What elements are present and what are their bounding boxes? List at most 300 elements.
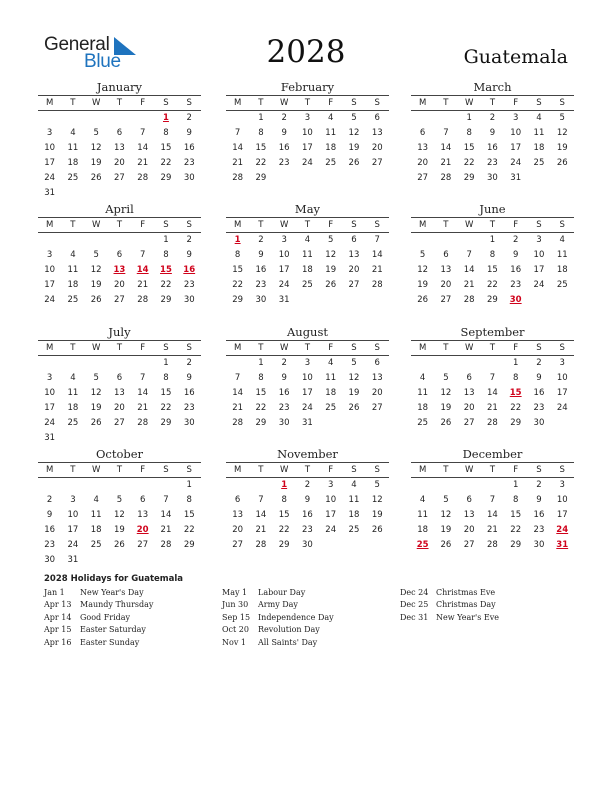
day-cell: 22 (255, 158, 267, 168)
day-cell: 2 (258, 235, 264, 245)
day-cell: 12 (440, 510, 452, 520)
month-title: February (280, 80, 335, 94)
holiday-date: Dec 25 (400, 600, 429, 610)
holiday-name: Easter Saturday (80, 625, 146, 635)
day-cell: 2 (512, 235, 519, 245)
day-cell: 18 (533, 143, 545, 153)
day-cell: 21 (463, 280, 475, 290)
day-cell: 11 (67, 143, 79, 153)
calendar-year: 2028 (266, 34, 346, 70)
holiday-entry (44, 612, 224, 624)
week-row (38, 248, 201, 263)
day-cell: 28 (137, 418, 149, 428)
day-cell: 28 (463, 295, 475, 305)
holiday-day-cell: 15 (160, 265, 172, 275)
day-cell: 28 (137, 295, 149, 305)
day-cell: 26 (371, 525, 383, 535)
day-cell: 19 (440, 403, 452, 413)
empty-day-cell (319, 293, 342, 308)
day-cell: 20 (371, 388, 383, 398)
week-row (38, 431, 201, 446)
week-row (38, 553, 201, 568)
weekday-label: T (258, 465, 264, 475)
day-cell: 15 (255, 388, 267, 398)
day-cell: 21 (137, 280, 149, 290)
weekday-label: S (351, 98, 357, 108)
empty-day-cell (411, 233, 434, 248)
day-cell: 15 (183, 510, 195, 520)
day-cell: 21 (487, 403, 498, 413)
weekday-label: T (489, 465, 496, 475)
empty-day-cell (226, 356, 249, 371)
day-cell: 29 (278, 540, 290, 550)
day-cell: 19 (371, 510, 383, 520)
day-cell: 22 (510, 403, 522, 413)
empty-day-cell (85, 233, 108, 248)
day-cell: 2 (304, 480, 311, 490)
empty-day-cell (178, 186, 201, 201)
month-title: November (277, 447, 338, 461)
day-cell: 23 (278, 403, 290, 413)
day-cell: 27 (371, 403, 383, 413)
day-cell: 10 (44, 143, 56, 153)
day-cell: 28 (232, 173, 244, 183)
holiday-day-cell: 1 (281, 480, 288, 490)
day-cell: 30 (533, 418, 545, 428)
day-cell: 5 (93, 250, 99, 260)
day-cell: 26 (348, 158, 360, 168)
empty-day-cell (366, 293, 389, 308)
day-cell: 30 (44, 555, 56, 565)
day-cell: 9 (489, 128, 496, 138)
week-row (411, 293, 574, 308)
day-cell: 5 (443, 495, 449, 505)
weekday-header (226, 340, 389, 356)
day-cell: 16 (278, 388, 290, 398)
week-row (411, 278, 574, 293)
day-cell: 10 (510, 128, 522, 138)
week-row (38, 538, 201, 553)
day-cell: 23 (183, 280, 195, 290)
day-cell: 8 (234, 250, 241, 260)
day-cell: 20 (348, 265, 360, 275)
day-cell: 4 (419, 373, 426, 383)
weekday-label: W (279, 220, 289, 230)
week-row (38, 386, 201, 401)
day-cell: 7 (443, 128, 449, 138)
day-cell: 11 (417, 510, 429, 520)
day-cell: 27 (348, 280, 360, 290)
day-cell: 28 (487, 540, 498, 550)
day-cell: 17 (556, 388, 568, 398)
weekday-label: S (186, 98, 192, 108)
holiday-date: Oct 20 (222, 625, 249, 635)
day-cell: 30 (183, 418, 195, 428)
day-cell: 25 (533, 158, 545, 168)
day-cell: 26 (348, 403, 360, 413)
weekday-label: T (304, 343, 311, 353)
day-cell: 11 (556, 250, 568, 260)
day-cell: 24 (533, 280, 545, 290)
day-cell: 21 (487, 525, 498, 535)
day-cell: 5 (351, 358, 357, 368)
day-cell: 6 (374, 358, 380, 368)
day-cell: 14 (371, 250, 383, 260)
day-cell: 13 (371, 128, 383, 138)
day-cell: 11 (348, 495, 360, 505)
month-title: October (95, 447, 144, 461)
week-row (38, 293, 201, 308)
week-row (38, 416, 201, 431)
holiday-column (400, 587, 580, 624)
weekday-label: S (163, 220, 169, 230)
day-cell: 29 (255, 418, 267, 428)
empty-day-cell (131, 478, 154, 493)
day-cell: 19 (417, 280, 429, 290)
day-cell: 8 (186, 495, 192, 505)
day-cell: 10 (44, 388, 56, 398)
day-cell: 31 (44, 433, 56, 443)
weekday-label: T (443, 343, 449, 353)
day-cell: 5 (93, 128, 99, 138)
day-cell: 4 (536, 113, 542, 123)
day-cell: 17 (556, 510, 568, 520)
weekday-label: W (91, 343, 101, 353)
empty-day-cell (154, 553, 177, 568)
week-row (411, 508, 574, 523)
empty-day-cell (551, 293, 574, 308)
day-cell: 27 (463, 418, 475, 428)
day-cell: 10 (302, 373, 313, 383)
week-row (38, 141, 201, 156)
day-cell: 30 (533, 540, 545, 550)
weekday-label: S (186, 465, 192, 475)
day-cell: 10 (67, 510, 79, 520)
day-cell: 20 (114, 403, 125, 413)
week-row (226, 263, 389, 278)
day-cell: 3 (70, 495, 76, 505)
holiday-entry (400, 587, 580, 599)
day-cell: 17 (533, 265, 545, 275)
day-cell: 21 (440, 158, 452, 168)
empty-day-cell (342, 538, 365, 553)
weekday-label: T (116, 343, 123, 353)
day-cell: 1 (163, 235, 169, 245)
day-cell: 26 (440, 540, 452, 550)
day-cell: 27 (417, 173, 429, 183)
day-cell: 21 (371, 265, 383, 275)
day-cell: 10 (44, 265, 56, 275)
empty-day-cell (366, 416, 389, 431)
week-row (226, 233, 389, 248)
holiday-name: Labour Day (258, 588, 306, 597)
holiday-date: Nov 1 (222, 637, 246, 647)
empty-day-cell (434, 356, 457, 371)
holiday-name: Christmas Eve (436, 588, 496, 597)
week-row (38, 126, 201, 141)
month-august (226, 325, 389, 431)
day-cell: 14 (232, 143, 244, 153)
weekday-label: S (374, 343, 380, 353)
empty-day-cell (178, 553, 201, 568)
holiday-date: Dec 31 (400, 612, 429, 622)
weekday-label: W (91, 465, 101, 475)
week-row (411, 111, 574, 126)
month-title: September (460, 325, 525, 339)
weekday-label: T (304, 465, 311, 475)
holiday-entry (222, 637, 402, 649)
day-cell: 22 (487, 280, 498, 290)
holiday-day-cell: 1 (234, 235, 241, 245)
empty-day-cell (108, 233, 131, 248)
day-cell: 5 (559, 113, 565, 123)
day-cell: 7 (258, 495, 264, 505)
holiday-entry (222, 587, 402, 599)
day-cell: 4 (70, 250, 76, 260)
day-cell: 20 (371, 143, 383, 153)
day-cell: 31 (278, 295, 290, 305)
weekday-header (411, 217, 574, 233)
empty-day-cell (61, 233, 84, 248)
day-cell: 4 (327, 358, 334, 368)
weekday-label: W (464, 465, 474, 475)
weekday-label: T (70, 220, 76, 230)
day-cell: 2 (281, 113, 287, 123)
weekday-label: S (351, 343, 357, 353)
weekday-header (226, 217, 389, 233)
day-cell: 3 (512, 113, 519, 123)
empty-day-cell (85, 431, 108, 446)
day-cell: 14 (137, 388, 149, 398)
weekday-label: F (328, 98, 334, 108)
holiday-name: New Year's Eve (436, 612, 499, 622)
holiday-day-cell: 15 (509, 388, 522, 398)
day-cell: 2 (281, 358, 287, 368)
day-cell: 9 (281, 373, 287, 383)
weekday-label: T (116, 98, 123, 108)
day-cell: 27 (114, 418, 125, 428)
week-row (411, 416, 574, 431)
empty-day-cell (434, 111, 457, 126)
day-cell: 19 (325, 265, 337, 275)
holiday-date: Dec 24 (400, 588, 429, 597)
day-cell: 20 (232, 525, 244, 535)
week-row (38, 371, 201, 386)
weekday-label: S (351, 220, 357, 230)
day-cell: 2 (186, 358, 192, 368)
holiday-date: May 1 (222, 588, 248, 597)
weekday-label: M (45, 465, 54, 475)
weekday-label: W (279, 465, 289, 475)
day-cell: 29 (232, 295, 244, 305)
day-cell: 5 (443, 373, 449, 383)
day-cell: 7 (489, 373, 496, 383)
empty-day-cell (131, 356, 154, 371)
day-cell: 9 (186, 373, 192, 383)
day-cell: 21 (137, 158, 149, 168)
week-row (226, 416, 389, 431)
day-cell: 8 (512, 373, 519, 383)
holiday-entry (44, 637, 224, 649)
day-cell: 18 (67, 280, 79, 290)
empty-day-cell (319, 171, 342, 186)
week-row (226, 401, 389, 416)
holiday-column (44, 587, 224, 649)
day-cell: 21 (232, 158, 244, 168)
day-cell: 13 (114, 143, 125, 153)
day-cell: 7 (139, 250, 146, 260)
day-cell: 24 (302, 403, 313, 413)
month-september (411, 325, 574, 431)
day-cell: 17 (44, 280, 56, 290)
empty-day-cell (108, 186, 131, 201)
day-cell: 29 (510, 540, 522, 550)
day-cell: 6 (374, 113, 380, 123)
day-cell: 24 (302, 158, 313, 168)
holiday-date: Apr 16 (44, 637, 72, 647)
weekday-label: F (328, 220, 334, 230)
empty-day-cell (342, 416, 365, 431)
weekday-label: T (489, 220, 496, 230)
month-title: March (473, 80, 512, 94)
weekday-label: M (45, 343, 54, 353)
day-cell: 18 (325, 388, 337, 398)
day-cell: 20 (463, 525, 475, 535)
holiday-entry (400, 599, 580, 611)
day-cell: 11 (302, 250, 313, 260)
day-cell: 8 (466, 128, 472, 138)
month-title: August (286, 325, 328, 339)
day-cell: 9 (536, 495, 542, 505)
day-cell: 4 (70, 373, 76, 383)
week-row (411, 263, 574, 278)
day-cell: 24 (67, 540, 79, 550)
day-cell: 22 (278, 525, 290, 535)
day-cell: 8 (258, 128, 264, 138)
weekday-label: W (464, 98, 474, 108)
day-cell: 25 (325, 158, 337, 168)
day-cell: 29 (183, 540, 195, 550)
day-cell: 9 (186, 128, 192, 138)
day-cell: 18 (67, 158, 79, 168)
day-cell: 24 (44, 418, 56, 428)
day-cell: 20 (440, 280, 452, 290)
day-cell: 25 (67, 173, 79, 183)
day-cell: 3 (46, 373, 53, 383)
weekday-label: T (304, 220, 311, 230)
day-cell: 16 (510, 265, 522, 275)
month-june (411, 202, 574, 308)
empty-day-cell (154, 186, 177, 201)
day-cell: 3 (327, 480, 334, 490)
day-cell: 17 (325, 510, 337, 520)
weekday-label: F (513, 220, 519, 230)
holiday-day-cell: 16 (183, 265, 196, 275)
day-cell: 13 (463, 510, 475, 520)
weekday-label: T (116, 465, 123, 475)
weekday-label: F (328, 465, 334, 475)
week-row (226, 248, 389, 263)
empty-day-cell (273, 171, 296, 186)
day-cell: 10 (556, 495, 568, 505)
month-may (226, 202, 389, 308)
day-cell: 19 (114, 525, 125, 535)
empty-day-cell (131, 233, 154, 248)
day-cell: 3 (304, 358, 311, 368)
day-cell: 14 (463, 265, 475, 275)
empty-day-cell (108, 431, 131, 446)
day-cell: 15 (463, 143, 475, 153)
day-cell: 29 (160, 418, 172, 428)
month-december (411, 447, 574, 553)
empty-day-cell (249, 478, 272, 493)
week-row (226, 386, 389, 401)
holiday-day-cell: 13 (113, 265, 126, 275)
week-row (226, 126, 389, 141)
day-cell: 21 (160, 525, 172, 535)
day-cell: 11 (417, 388, 429, 398)
empty-day-cell (85, 356, 108, 371)
empty-day-cell (527, 171, 550, 186)
day-cell: 17 (510, 143, 522, 153)
day-cell: 18 (556, 265, 568, 275)
holiday-date: Apr 15 (44, 625, 72, 635)
weekday-header (411, 95, 574, 111)
day-cell: 13 (417, 143, 429, 153)
day-cell: 6 (466, 373, 472, 383)
day-cell: 16 (255, 265, 267, 275)
day-cell: 1 (258, 113, 264, 123)
holiday-day-cell: 1 (163, 113, 169, 123)
weekday-label: S (163, 343, 169, 353)
day-cell: 9 (512, 250, 519, 260)
empty-day-cell (38, 356, 61, 371)
day-cell: 14 (137, 143, 149, 153)
week-row (38, 263, 201, 278)
holidays-title: 2028 Holidays for Guatemala (44, 574, 184, 584)
day-cell: 2 (536, 480, 542, 490)
month-november (226, 447, 389, 553)
day-cell: 12 (114, 510, 125, 520)
country-name: Guatemala (463, 46, 568, 68)
day-cell: 18 (67, 403, 79, 413)
empty-day-cell (178, 431, 201, 446)
day-cell: 7 (489, 495, 496, 505)
day-cell: 17 (44, 158, 56, 168)
holiday-day-cell: 25 (416, 540, 429, 550)
day-cell: 1 (512, 358, 519, 368)
weekday-label: T (258, 220, 264, 230)
day-cell: 24 (325, 525, 337, 535)
weekday-label: T (258, 343, 264, 353)
weekday-label: T (443, 98, 449, 108)
day-cell: 27 (440, 295, 452, 305)
day-cell: 25 (417, 418, 429, 428)
weekday-label: W (91, 220, 101, 230)
day-cell: 13 (232, 510, 244, 520)
day-cell: 27 (371, 158, 383, 168)
empty-day-cell (226, 111, 249, 126)
weekday-label: W (464, 343, 474, 353)
week-row (38, 478, 201, 493)
day-cell: 30 (487, 173, 498, 183)
empty-day-cell (38, 478, 61, 493)
weekday-label: F (140, 98, 146, 108)
empty-day-cell (85, 553, 108, 568)
day-cell: 15 (487, 265, 498, 275)
day-cell: 2 (186, 113, 192, 123)
day-cell: 28 (487, 418, 498, 428)
